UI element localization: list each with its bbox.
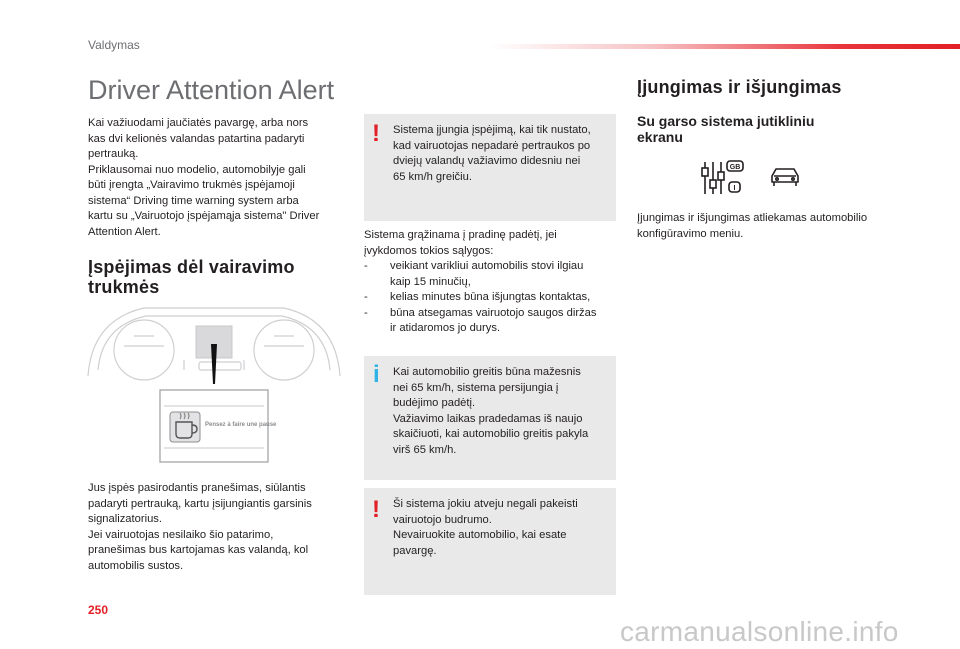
- car-icon: [768, 164, 802, 190]
- text-line: Jei vairuotojas nesilaiko šio patarimo,: [88, 528, 274, 541]
- text-line: budėjimo padėtį.: [393, 397, 476, 409]
- text-line: Ši sistema jokiu atveju negali pakeisti: [393, 498, 578, 510]
- section-heading-activation: Įjungimas ir išjungimas: [637, 77, 842, 97]
- text-line: veikiant varikliui automobilis stovi ilgiau: [390, 260, 584, 272]
- text-line: sistema“ Driving time warning system arba: [88, 194, 299, 207]
- watermark: carmanualsonline.info: [620, 616, 899, 647]
- text-line: Kai važiuodami jaučiatės pavargę, arba nors: [88, 117, 309, 129]
- intro-paragraph: [88, 116, 348, 240]
- warning-box-text: [393, 123, 608, 185]
- reset-conditions: [364, 228, 616, 337]
- warning-box-trigger: [364, 114, 616, 221]
- text-line: 65 km/h greičiu.: [393, 170, 472, 183]
- page-title: Driver Attention Alert: [88, 75, 335, 105]
- warning-box-vigilance: [364, 488, 616, 595]
- text-line: Jus įspės pasirodantis pranešimas, siūlantis: [88, 482, 306, 494]
- heading-line: trukmės: [88, 277, 160, 297]
- settings-sliders-icon: [700, 158, 748, 198]
- header-accent-bar: [490, 44, 960, 49]
- display-message: Pensez à faire une pause: [205, 422, 277, 428]
- section-label: Valdymas: [88, 38, 140, 52]
- text-line: dviejų valandų važiavimo didesniu nei: [393, 155, 581, 167]
- list-dash: -: [364, 260, 368, 272]
- text-line: pranešimas bus kartojamas kas valandą, kol: [88, 544, 309, 556]
- pointer-arrow: [211, 344, 217, 384]
- text-line: būti įrengta „Vairavimo trukmės įspėjamoji: [88, 179, 295, 191]
- text-line: padaryti pertrauką, kartu įsijungiantis garsinis: [88, 497, 312, 510]
- text-line: Įjungimas ir išjungimas atliekamas automobilio: [637, 212, 868, 224]
- info-badge-label: I: [733, 185, 736, 192]
- text-line: Važiavimo laikas pradedamas iš naujo: [393, 412, 583, 425]
- text-line: automobilis sustos.: [88, 559, 184, 572]
- text-line: skaičiuoti, kai automobilio greitis pakyla: [393, 428, 589, 440]
- text-line: Priklausomai nuo modelio, automobilyje gali: [88, 163, 306, 176]
- text-line: kad vairuotojas nepadarė pertraukos po: [393, 139, 591, 152]
- list-dash: -: [364, 291, 368, 303]
- text-line: nei 65 km/h, sistema persijungia į: [393, 381, 559, 394]
- list-dash: -: [364, 306, 368, 319]
- instrument-cluster-illustration: [84, 300, 346, 470]
- language-badge-label: GB: [729, 164, 741, 171]
- heading-line: ekranu: [637, 129, 683, 145]
- info-box-text: [393, 365, 608, 458]
- text-line: Nevairuokite automobilio, kai esate: [393, 529, 567, 541]
- text-line: Sistema įjungia įspėjimą, kai tik nustato,: [393, 124, 591, 136]
- heading-line: Įspėjimas dėl vairavimo: [88, 257, 295, 277]
- text-line: Kai automobilio greitis būna mažesnis: [393, 366, 581, 378]
- warning-icon: !: [372, 120, 380, 147]
- info-icon: i: [373, 361, 380, 388]
- warning-box-text: [393, 497, 608, 559]
- warning-icon: !: [372, 496, 380, 523]
- list-item: [364, 306, 616, 337]
- text-line: įvykdomos tokios sąlygos:: [364, 244, 494, 257]
- text-line: Sistema grąžinama į pradinę padėtį, jei: [364, 229, 557, 241]
- text-line: kelias minutes būna išjungtas kontaktas,: [390, 291, 591, 303]
- activation-description: [637, 211, 937, 242]
- text-line: pertrauką.: [88, 148, 139, 160]
- text-line: pavargę.: [393, 544, 437, 557]
- text-line: ir atidaromos jo durys.: [390, 322, 501, 334]
- text-line: būna atsegamas vairuotojo saugos diržas: [390, 306, 597, 319]
- page-number: 250: [88, 603, 109, 617]
- list-item: [364, 259, 616, 290]
- text-line: signalizatorius.: [88, 513, 162, 525]
- text-line: kaip 15 minučių,: [390, 275, 471, 288]
- text-line: Attention Alert.: [88, 225, 161, 238]
- subheading-touchscreen: [637, 113, 877, 145]
- list-item: [364, 290, 616, 306]
- info-box-speed: [364, 356, 616, 480]
- alert-description: [88, 481, 350, 574]
- section-heading-driving-time: [88, 257, 348, 297]
- heading-line: Su garso sistema jutikliniu: [637, 113, 815, 129]
- text-line: vairuotojo budrumo.: [393, 513, 492, 526]
- text-line: konfigūravimo meniu.: [637, 227, 744, 240]
- text-line: virš 65 km/h.: [393, 443, 457, 456]
- text-line: kas dvi kelionės valandas patartina padaryti: [88, 132, 305, 145]
- text-line: kartu su „Vairuotojo įspėjamąja sistema" Driver: [88, 210, 320, 222]
